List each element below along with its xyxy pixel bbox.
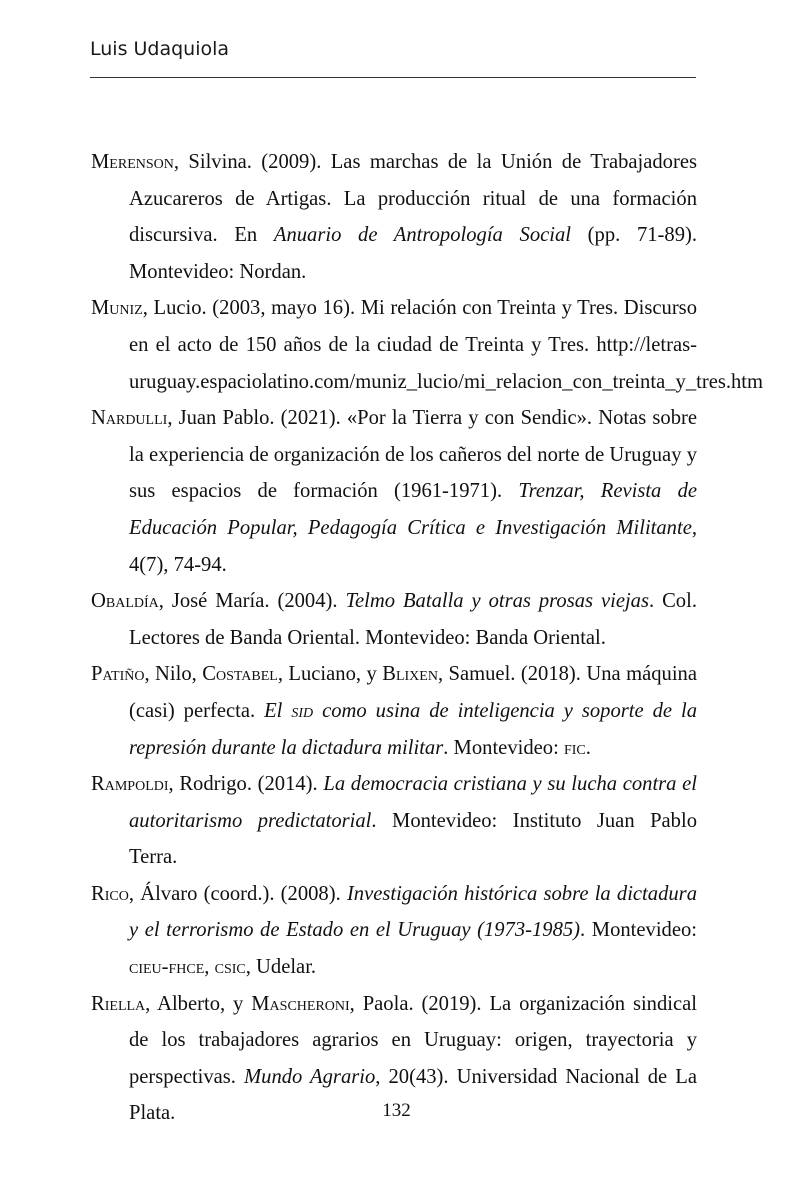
reference-entry: [91, 400, 697, 583]
reference-title: Investigación histórica sobre la dictadura y el terrorismo de Estado en el Uruguay (1973-1985): [129, 882, 697, 942]
reference-text: , Lucio. (2003, mayo 16). Mi relación con Treinta y Tres. Discurso en el acto de 150 años de la ciudad de Treinta y Tres. http://letras-uruguay.espaciolatino.com/muniz_lucio/mi_relacion_con_treinta_y_tres.htm: [129, 297, 764, 393]
reference-entry: [91, 290, 764, 400]
reference-text: , Álvaro (coord.). (2008).: [128, 882, 347, 905]
reference-text: . Montevideo:: [580, 919, 697, 942]
reference-entry: [91, 583, 697, 656]
reference-entry: [91, 656, 697, 766]
reference-title: Mundo Agrario: [244, 1065, 376, 1088]
reference-title-acronym: sid: [291, 699, 314, 722]
reference-text: , 20(43). Universidad Nacional de La Plata.: [129, 1065, 697, 1125]
reference-text: , Rodrigo. (2014).: [168, 773, 324, 796]
reference-text: , 4(7), 74-94.: [129, 516, 697, 576]
page-number: 132: [382, 1100, 411, 1121]
author-name: Riella: [91, 992, 146, 1015]
reference-entry: [91, 766, 697, 876]
reference-title: como usina de inteligencia y soporte de la represión durante la dictadura militar: [129, 699, 698, 759]
reference-title: La democracia cristiana y su lucha contra el autoritarismo predictatorial: [129, 773, 698, 832]
reference-text: , Luciano, y: [277, 663, 383, 686]
publisher-acronym: cieu-fhce, csic: [129, 956, 246, 979]
reference-title: Telmo Batalla y otras prosas viejas: [345, 590, 649, 613]
reference-entry: [91, 876, 697, 986]
reference-text: (pp. 71-89). Montevideo: Nordan.: [129, 224, 698, 283]
author-name: Merenson: [91, 151, 174, 173]
reference-text: , Paola. (2019). La organización sindical de los trabajadores agrarios en Uruguay: origen, trayectoria y perspectivas.: [129, 992, 698, 1088]
reference-title: Anuario de Antropología Social: [273, 224, 572, 247]
author-name: Rampoldi: [91, 773, 169, 796]
reference-text: . Col. Lectores de Banda Oriental. Montevideo: Banda Oriental.: [129, 590, 697, 649]
reference-text: , Alberto, y: [145, 992, 252, 1015]
author-name: Obaldía: [91, 590, 159, 613]
reference-text: . Montevideo: Instituto Juan Pablo Terra.: [129, 809, 697, 869]
reference-text: , Nilo,: [144, 663, 203, 686]
reference-title: Trenzar, Revista de Educación Popular, Pedagogía Crítica e Investigación Militante: [129, 480, 698, 539]
author-name: Rico: [91, 882, 129, 905]
reference-text: , Udelar.: [245, 956, 317, 979]
reference-title: El: [264, 699, 292, 722]
reference-entry: [91, 144, 697, 290]
reference-text: .: [585, 736, 591, 759]
author-name: Muniz: [91, 297, 143, 320]
author-name: Patiño: [91, 663, 145, 686]
reference-text: , Silvina. (2009). Las marchas de la Unión de Trabajadores Azucareros de Artigas. La producción ritual de una formación discursiva. En: [129, 151, 697, 247]
header-rule: [90, 77, 696, 78]
reference-text: , José María. (2004).: [158, 590, 346, 613]
author-name: Costabel: [202, 663, 278, 686]
running-head: Luis Udaquiola: [90, 38, 230, 60]
reference-text: , Juan Pablo. (2021). «Por la Tierra y con Sendic». Notas sobre la experiencia de organización de los cañeros del norte de Uruguay y sus espacios de formación (1961-1971).: [129, 407, 697, 503]
reference-text: . Montevideo:: [443, 736, 564, 759]
reference-text: , Samuel. (2018). Una máquina (casi) perfecta.: [129, 663, 697, 722]
author-name: Mascheroni: [251, 992, 350, 1015]
author-name: Nardulli: [91, 407, 168, 430]
publisher-acronym: fic: [563, 736, 586, 759]
reference-list: [91, 144, 764, 1132]
author-name: Blixen: [382, 663, 438, 686]
